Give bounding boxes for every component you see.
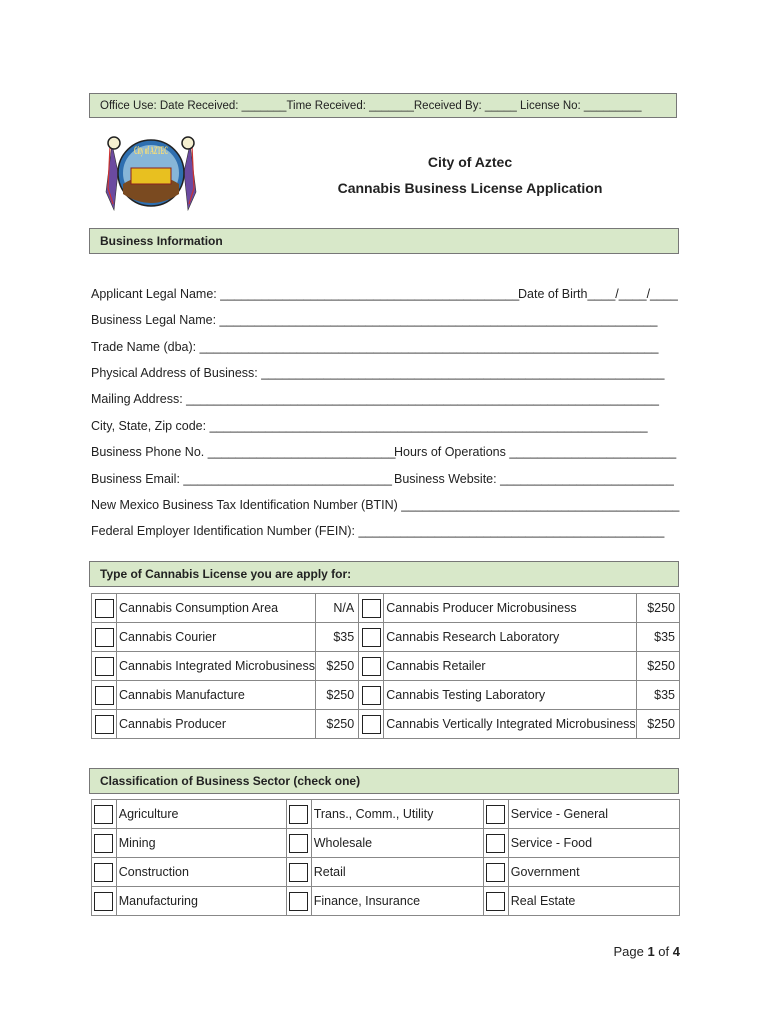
sector-checkbox[interactable] [94,863,113,882]
sector-label: Mining [116,829,286,858]
license-checkbox-cell [92,710,117,739]
sector-label: Wholesale [311,829,483,858]
business-legal-name-field[interactable]: Business Legal Name: _______________________________________________________________ [91,313,658,327]
sector-checkbox-cell [92,800,117,829]
license-checkbox[interactable] [95,628,114,647]
applicant-legal-name-label: Applicant Legal Name: ___________________________________________ [91,287,520,301]
license-type-table [91,593,680,739]
sector-label: Trans., Comm., Utility [311,800,483,829]
sector-row [92,858,680,887]
business-phone-field[interactable]: Business Phone No. ___________________________ [91,445,396,459]
date-of-birth-field[interactable]: Date of Birth____/____/____ [518,287,678,301]
license-type-label: Cannabis Testing Laboratory [384,681,637,710]
sector-label: Real Estate [508,887,679,916]
license-fee: $250 [316,710,359,739]
sector-checkbox[interactable] [94,805,113,824]
fein-field[interactable]: Federal Employer Identification Number (FEIN): ____________________________________________ [91,524,665,538]
business-information-heading: Business Information [89,228,679,254]
page-current: 1 [647,944,655,959]
page-word: Page [613,944,648,959]
sector-label: Finance, Insurance [311,887,483,916]
sector-checkbox-cell [92,887,117,916]
license-type-label: Cannabis Integrated Microbusiness [117,652,316,681]
license-type-label: Cannabis Vertically Integrated Microbusiness [384,710,637,739]
sector-checkbox[interactable] [486,834,505,853]
license-fee: $250 [316,652,359,681]
license-checkbox-cell [359,710,384,739]
license-checkbox[interactable] [362,657,381,676]
license-checkbox[interactable] [95,599,114,618]
license-type-label: Cannabis Manufacture [117,681,316,710]
sector-label: Agriculture [116,800,286,829]
business-email-field[interactable]: Business Email: ______________________________ [91,472,392,486]
license-type-label: Cannabis Producer Microbusiness [384,594,637,623]
license-fee: $250 [637,594,680,623]
license-checkbox[interactable] [362,715,381,734]
sector-checkbox[interactable] [486,805,505,824]
sector-checkbox-cell [484,858,509,887]
mailing-address-field[interactable]: Mailing Address: ____________________________________________________________________ [91,392,659,406]
license-row [92,710,680,739]
sector-checkbox[interactable] [289,863,308,882]
license-checkbox[interactable] [362,686,381,705]
sector-checkbox[interactable] [94,892,113,911]
sector-checkbox[interactable] [289,805,308,824]
license-checkbox-cell [359,652,384,681]
business-sector-table [91,799,680,916]
sector-checkbox[interactable] [289,834,308,853]
license-checkbox-cell [359,623,384,652]
license-row [92,681,680,710]
city-of-aztec-logo [104,132,198,214]
sector-checkbox[interactable] [486,863,505,882]
license-checkbox[interactable] [95,657,114,676]
license-row [92,652,680,681]
page-number [613,944,680,959]
sector-label: Manufacturing [116,887,286,916]
business-sector-heading: Classification of Business Sector (check one) [89,768,679,794]
business-phone-row [91,444,679,460]
city-title: City of Aztec [427,154,513,170]
logo-text: City of AZTEC [134,143,168,157]
license-fee: $250 [637,710,680,739]
license-checkbox[interactable] [362,599,381,618]
license-row [92,594,680,623]
sector-checkbox-cell [484,829,509,858]
sector-checkbox-cell [286,858,311,887]
sector-checkbox[interactable] [289,892,308,911]
license-fee: N/A [316,594,359,623]
trade-name-field[interactable]: Trade Name (dba): __________________________________________________________________ [91,340,659,354]
license-fee: $35 [637,623,680,652]
license-type-label: Cannabis Consumption Area [117,594,316,623]
license-row [92,623,680,652]
license-checkbox-cell [92,623,117,652]
sector-checkbox-cell [286,887,311,916]
page-total: 4 [672,944,680,959]
physical-address-field[interactable]: Physical Address of Business: __________________________________________________________ [91,366,665,380]
license-checkbox[interactable] [362,628,381,647]
sector-label: Service - General [508,800,679,829]
sector-checkbox-cell [286,800,311,829]
sector-checkbox[interactable] [486,892,505,911]
license-checkbox-cell [92,594,117,623]
city-state-zip-field[interactable]: City, State, Zip code: _______________________________________________________________ [91,419,648,433]
sector-row [92,800,680,829]
license-type-heading: Type of Cannabis License you are apply for: [89,561,679,587]
license-checkbox-cell [92,652,117,681]
license-fee: $35 [637,681,680,710]
sector-label: Service - Food [508,829,679,858]
page-of-word: of [654,944,673,959]
license-type-label: Cannabis Courier [117,623,316,652]
license-checkbox[interactable] [95,715,114,734]
sector-checkbox-cell [92,829,117,858]
sector-checkbox-cell [92,858,117,887]
sector-checkbox-cell [286,829,311,858]
license-checkbox-cell [359,594,384,623]
btin-field[interactable]: New Mexico Business Tax Identification Number (BTIN) ________________________________________ [91,498,680,512]
license-fee: $250 [316,681,359,710]
license-checkbox[interactable] [95,686,114,705]
office-use-bar: Office Use: Date Received: _______Time Received: _______Received By: _____ License No: _________ [89,93,677,118]
sector-label: Retail [311,858,483,887]
sector-label: Government [508,858,679,887]
license-type-label: Cannabis Producer [117,710,316,739]
sector-row [92,829,680,858]
form-title: Cannabis Business License Application [337,180,603,196]
license-fee: $35 [316,623,359,652]
sector-checkbox[interactable] [94,834,113,853]
sector-checkbox-cell [484,887,509,916]
hours-of-operations-field[interactable]: Hours of Operations ________________________ [394,445,677,459]
applicant-legal-name-field[interactable] [91,286,679,302]
sector-row [92,887,680,916]
business-email-row [91,471,679,487]
license-checkbox-cell [359,681,384,710]
sector-checkbox-cell [484,800,509,829]
business-website-field[interactable]: Business Website: _________________________ [394,472,674,486]
license-type-label: Cannabis Retailer [384,652,637,681]
sector-label: Construction [116,858,286,887]
license-checkbox-cell [92,681,117,710]
license-fee: $250 [637,652,680,681]
license-type-label: Cannabis Research Laboratory [384,623,637,652]
